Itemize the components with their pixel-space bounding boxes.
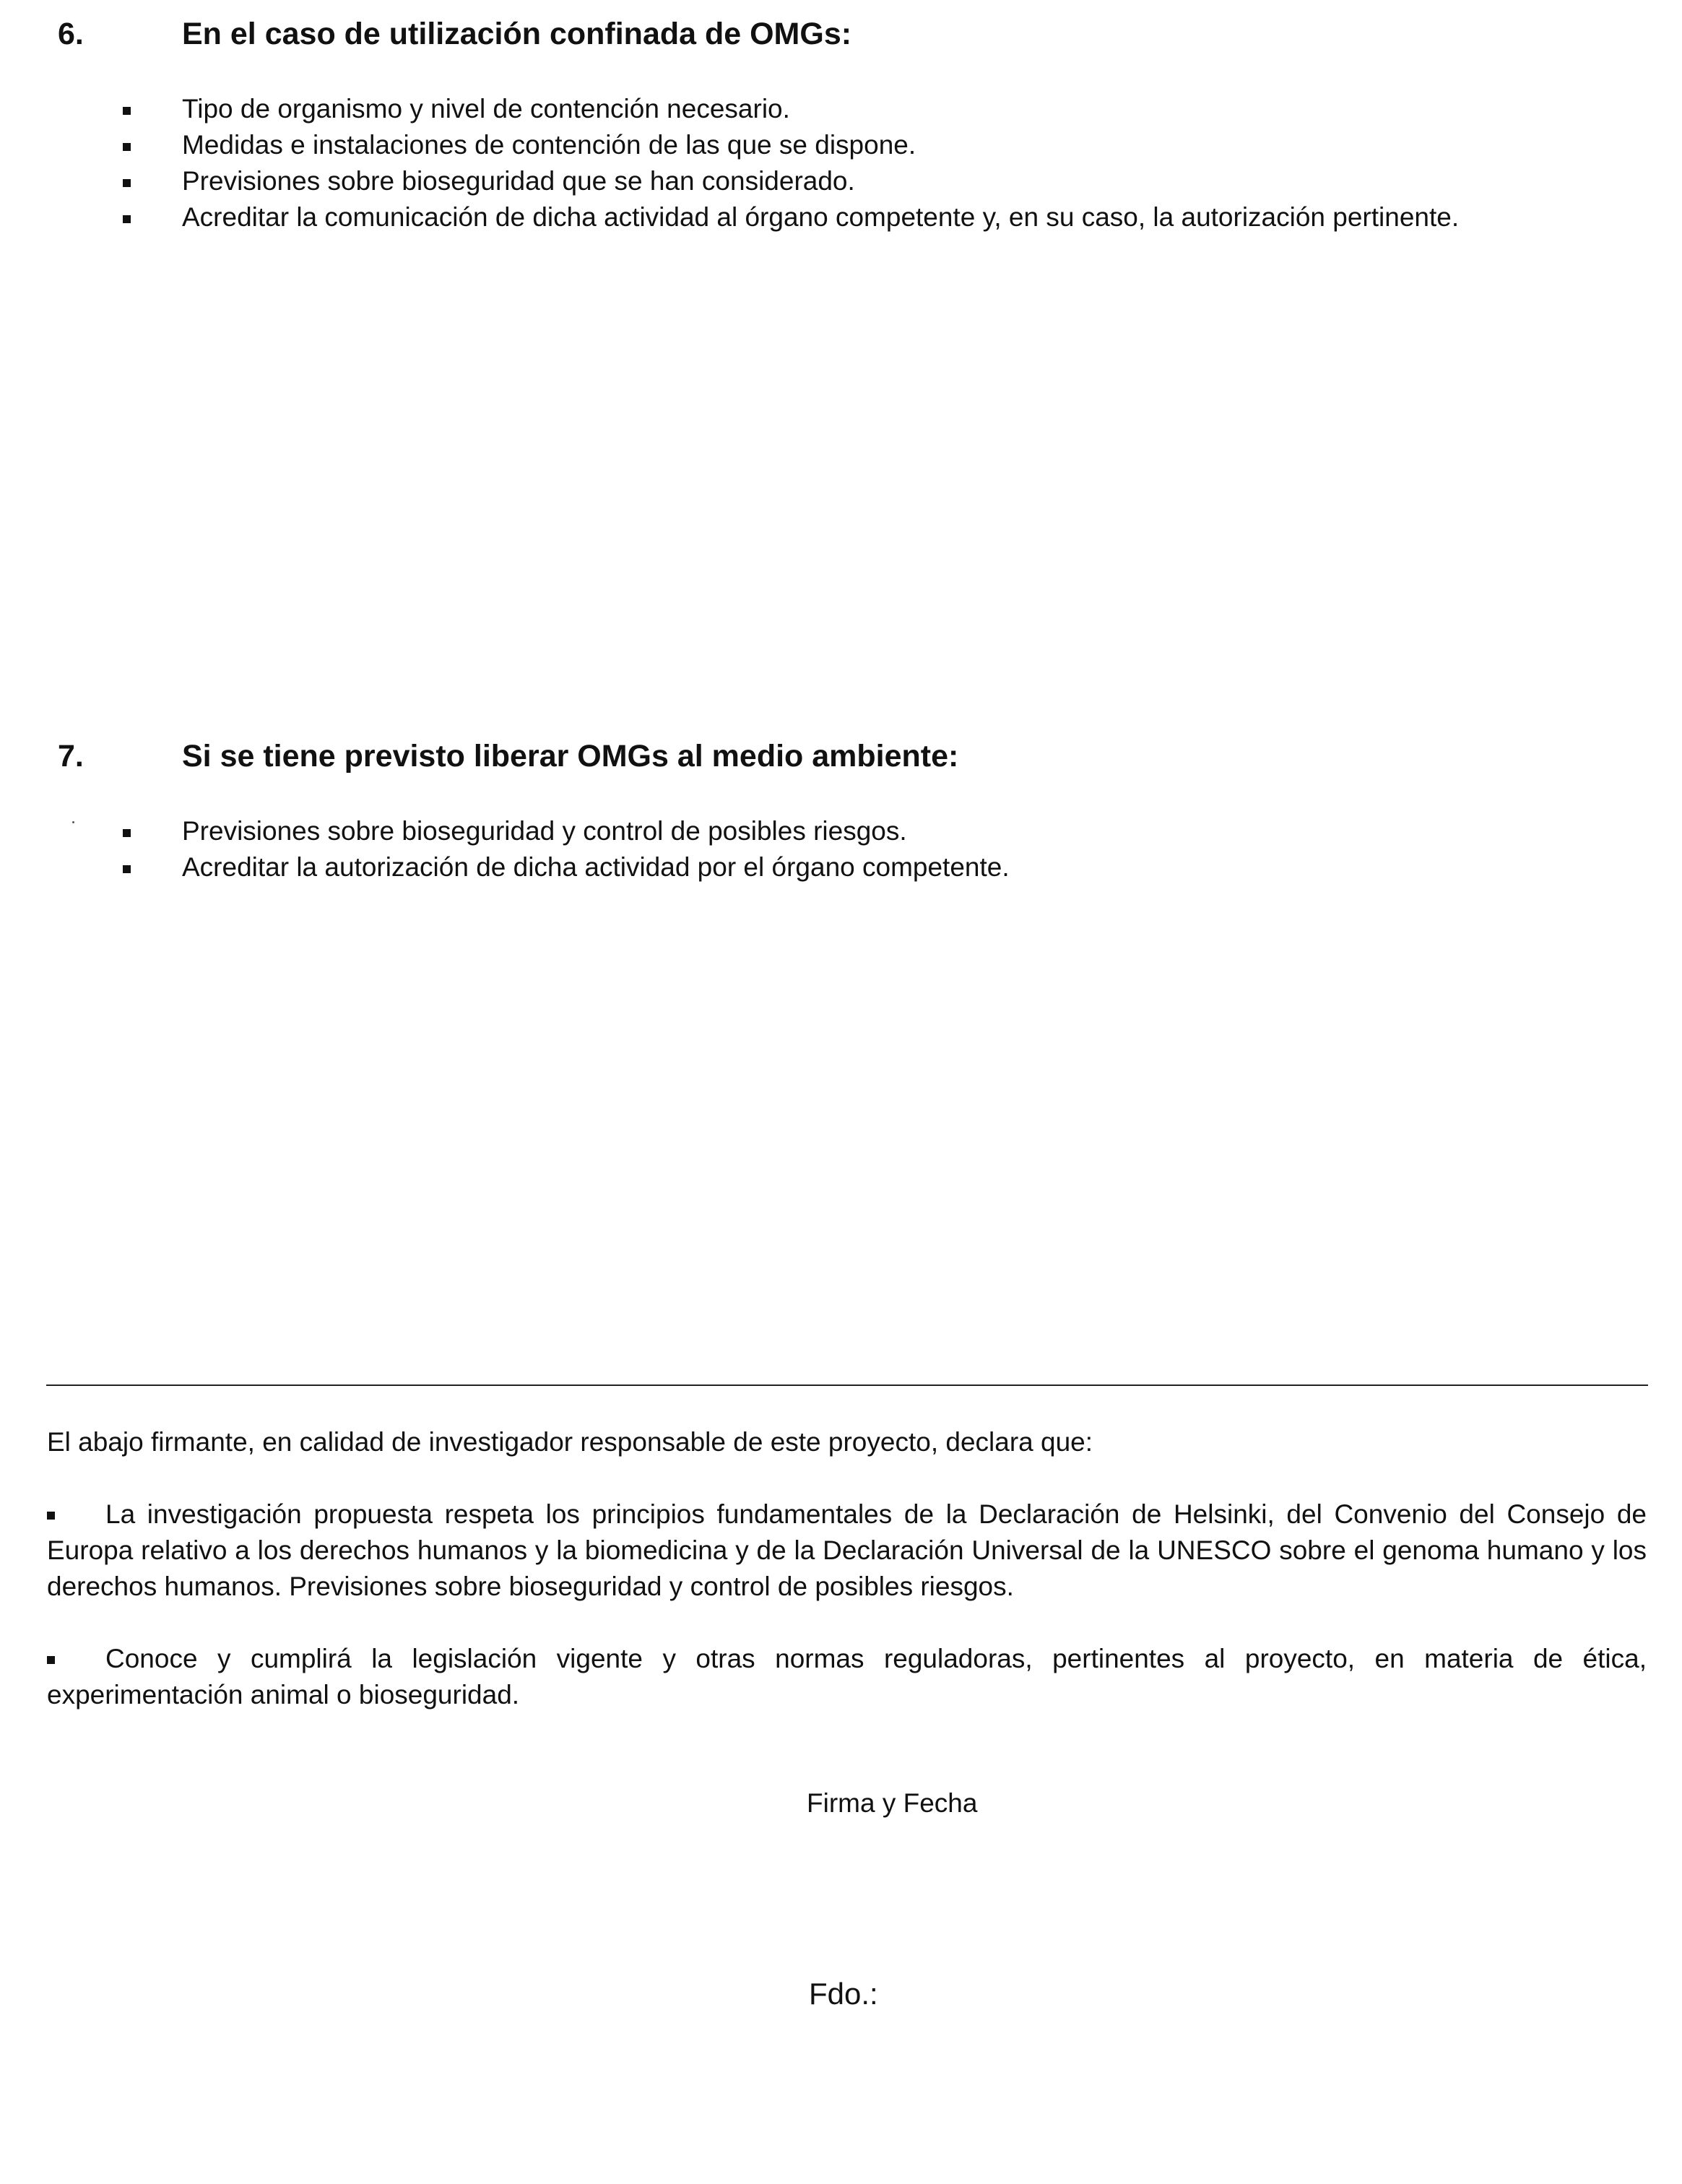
bullet-icon	[123, 215, 131, 223]
declaration-intro: El abajo firmante, en calidad de investigador responsable de este proyecto, declara que:	[47, 1427, 1093, 1457]
declaration-point	[47, 1496, 1647, 1605]
bullet-icon	[123, 865, 131, 873]
list-item-text: Medidas e instalaciones de contención de las que se dispone.	[182, 130, 916, 160]
bullet-icon	[123, 179, 131, 187]
bullet-icon	[47, 1656, 55, 1664]
section-6-number: 6.	[58, 17, 84, 51]
declaration-point-text: La investigación propuesta respeta los principios fundamentales de la Declaración de Helsinki, del Convenio del Consejo de Europa relativo a los derechos humanos y la biomedicina y de la Declaración Universal de la UNESCO sobre el genoma humano y los derechos humanos. Previsiones sobre bioseguridad y control de posibles riesgos.	[47, 1499, 1647, 1601]
bullet-icon	[123, 143, 131, 151]
section-6-title: En el caso de utilización confinada de OMGs:	[182, 17, 852, 51]
signature-date-label: Firma y Fecha	[807, 1788, 978, 1818]
list-item-text: Acreditar la autorización de dicha actividad por el órgano competente.	[182, 852, 1010, 882]
section-7-number: 7.	[58, 739, 84, 774]
bullet-icon	[123, 107, 131, 115]
divider	[46, 1384, 1648, 1386]
list-item-text: Previsiones sobre bioseguridad que se han considerado.	[182, 166, 855, 196]
bullet-icon	[47, 1512, 55, 1520]
scan-speck	[72, 821, 74, 823]
list-item-text: Acreditar la comunicación de dicha actividad al órgano competente y, en su caso, la autorización pertinente.	[182, 202, 1460, 232]
declaration-point-text: Conoce y cumplirá la legislación vigente y otras normas reguladoras, pertinentes al proyecto, en materia de ética, experimentación animal o bioseguridad.	[47, 1644, 1647, 1710]
section-7-title: Si se tiene previsto liberar OMGs al medio ambiente:	[182, 739, 959, 774]
list-item-text: Previsiones sobre bioseguridad y control de posibles riesgos.	[182, 816, 907, 846]
declaration-point	[47, 1641, 1647, 1713]
list-item-text: Tipo de organismo y nivel de contención necesario.	[182, 94, 790, 124]
signed-by-label: Fdo.:	[809, 1977, 878, 2011]
bullet-icon	[123, 829, 131, 837]
